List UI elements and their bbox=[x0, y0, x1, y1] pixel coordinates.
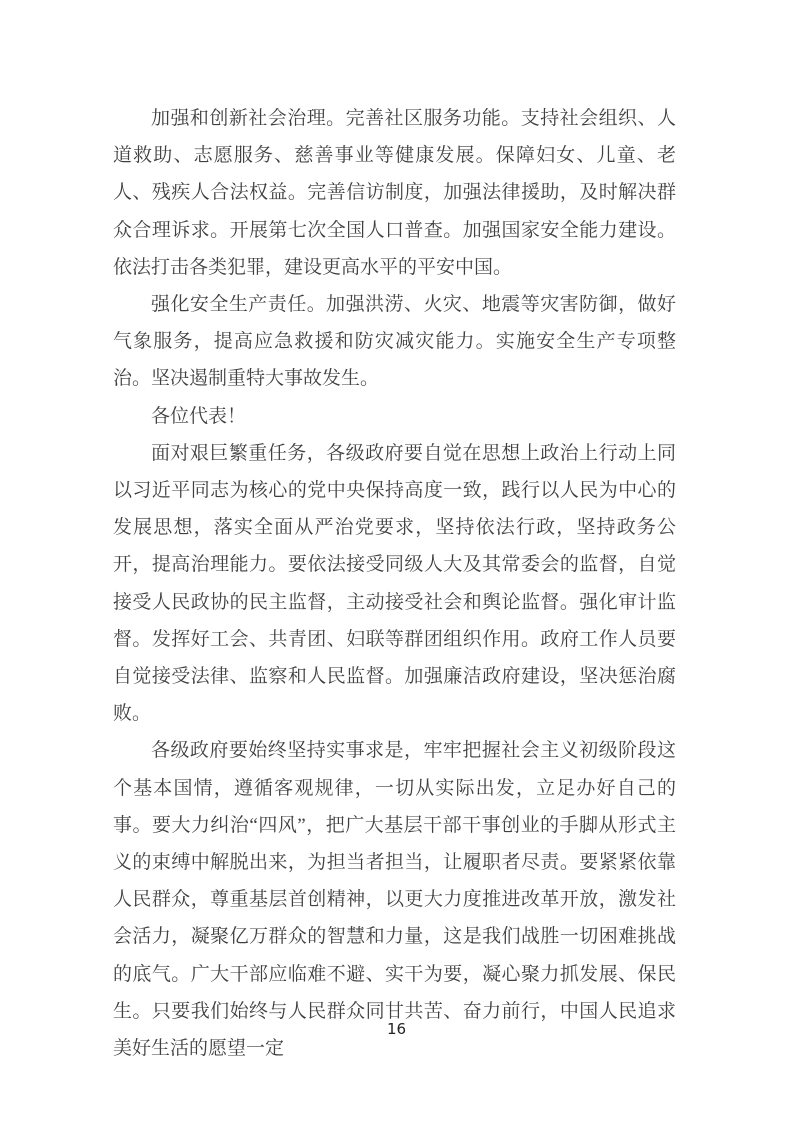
page-number: 16 bbox=[386, 1020, 407, 1038]
paragraph-social-governance: 加强和创新社会治理。完善社区服务功能。支持社会组织、人道救助、志愿服务、慈善事业等健康发展。保障妇女、儿童、老人、残疾人合法权益。完善信访制度，加强法律援助，及时解决群众合理诉求。开展第七次全国人口普查。加强国家安全能力建设。依法打击各类犯罪，建设更高水平的平安中国。 bbox=[113, 108, 676, 278]
paragraph-address-delegates: 各位代表！ bbox=[151, 405, 247, 427]
paragraph-work-safety: 强化安全生产责任。加强洪涝、火灾、地震等灾害防御，做好气象服务，提高应急救援和防灾减灾能力。实施安全生产专项整治。坚决遏制重特大事故发生。 bbox=[113, 294, 676, 390]
paragraph-seek-truth: 各级政府要始终坚持实事求是，牢牢把握社会主义初级阶段这个基本国情，遵循客观规律，一切从实际出发，立足办好自己的事。要大力纠治“四风”，把广大基层干部干事创业的手脚从形式主义的束缚中解脱出来，为担当者担当，让履职者尽责。要紧紧依靠人民群众，尊重基层首创精神，以更大力度推进改革开放，激发社会活力，凝聚亿万群众的智慧和力量，这是我们战胜一切困难挑战的底气。广大干部应临难不避、实干为要，凝心聚力抓发展、保民生。只要我们始终与人民群众同甘共苦、奋力前行，中国人民追求美好生活的愿望一定 bbox=[113, 740, 676, 1060]
document-body bbox=[113, 100, 676, 1067]
paragraph-government-conduct: 面对艰巨繁重任务，各级政府要自觉在思想上政治上行动上同以习近平同志为核心的党中央保持高度一致，践行以人民为中心的发展思想，落实全面从严治党要求，坚持依法行政，坚持政务公开，提高治理能力。要依法接受同级人大及其常委会的监督，自觉接受人民政协的民主监督，主动接受社会和舆论监督。强化审计监督。发挥好工会、共青团、妇联等群团组织作用。政府工作人员要自觉接受法律、监察和人民监督。加强廉洁政府建设，坚决惩治腐败。 bbox=[113, 442, 676, 725]
